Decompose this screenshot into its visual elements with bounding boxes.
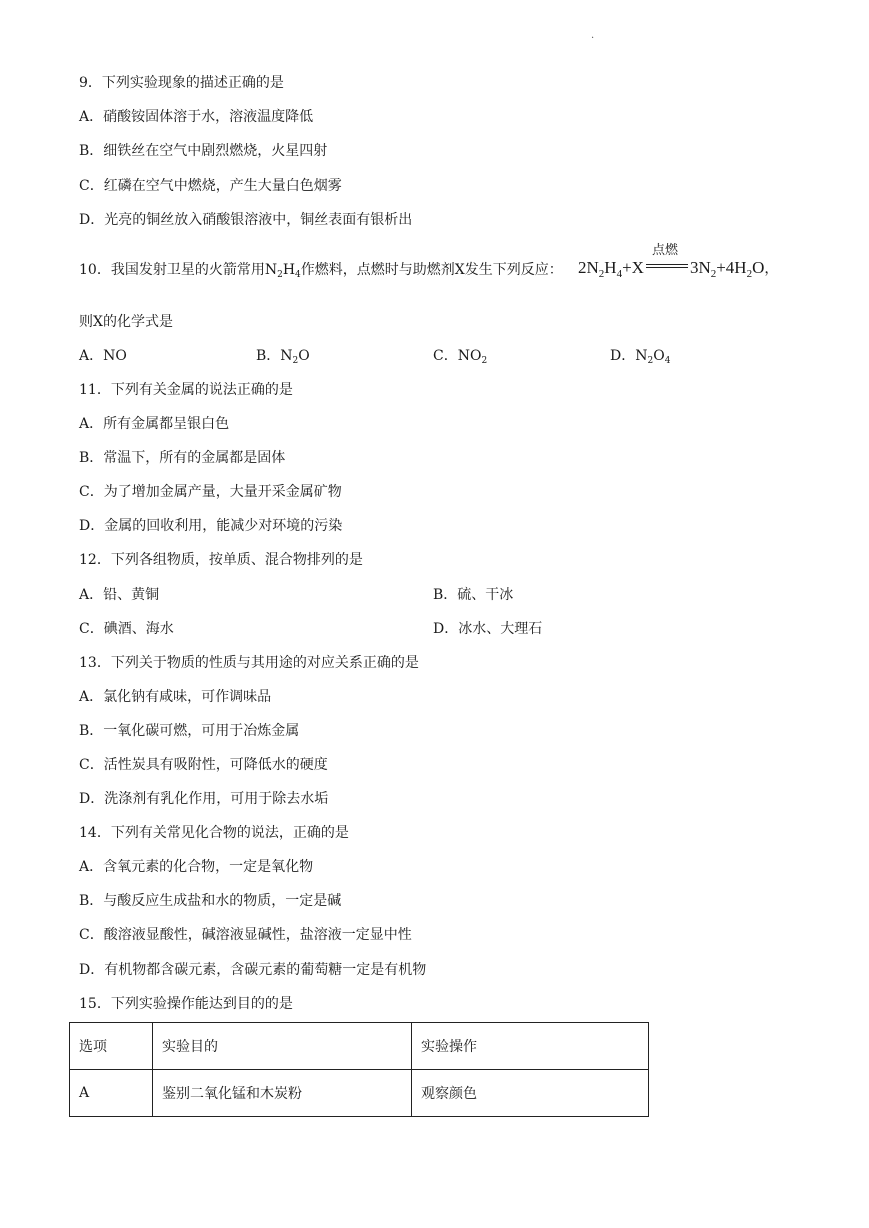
q14-option-d: D．有机物都含碳元素，含碳元素的葡萄糖一定是有机物	[79, 962, 427, 978]
q12-option-b: B．硫、干冰	[433, 587, 514, 603]
q12-option-c: C．碘酒、海水	[79, 621, 174, 637]
q9-option-a: A．硝酸铵固体溶于水，溶液温度降低	[79, 109, 314, 125]
reaction-condition	[644, 243, 690, 279]
q9-option-b: B．细铁丝在空气中剧烈燃烧，火星四射	[79, 143, 328, 159]
q11-stem: 11．下列有关金属的说法正确的是	[79, 382, 293, 398]
q14-stem: 14．下列有关常见化合物的说法，正确的是	[79, 825, 349, 841]
equals-line-bottom	[646, 267, 688, 268]
equals-line-top	[646, 264, 688, 265]
eq-left-sub1: 2	[598, 268, 605, 280]
q11-option-d: D．金属的回收利用，能减少对环境的污染	[79, 518, 343, 534]
table-header-row	[70, 1023, 649, 1070]
q10-option-b	[256, 347, 310, 370]
q14-option-a: A．含氧元素的化合物，一定是氧化物	[79, 859, 314, 875]
q9-option-c: C．红磷在空气中燃烧，产生大量白色烟雾	[79, 178, 342, 194]
eq-tail: ，	[764, 262, 779, 277]
q10-stem	[79, 261, 563, 284]
eq-right-a: 3N	[689, 258, 711, 277]
eq-left-h: H	[604, 258, 617, 277]
q11-option-b: B．常温下，所有的金属都是固体	[79, 450, 286, 466]
table-row	[70, 1070, 649, 1117]
q10-option-d	[610, 347, 670, 370]
q13-option-c: C．活性炭具有吸附性，可降低水的硬度	[79, 757, 328, 773]
q9-stem: 9．下列实验现象的描述正确的是	[79, 75, 284, 91]
opt-d-sub2: 4	[664, 356, 671, 366]
condition-label: 点燃	[651, 243, 678, 259]
opt-b-pre: B．N	[256, 348, 293, 364]
opt-d-sub1: 2	[647, 356, 654, 366]
fuel-h: H	[282, 262, 296, 278]
header-purpose: 实验目的	[153, 1023, 412, 1070]
cell-option: A	[70, 1070, 153, 1117]
q12-option-a: A．铅、黄铜	[79, 587, 160, 603]
header-option: 选项	[70, 1023, 153, 1070]
eq-left-coef: 2N	[578, 258, 599, 277]
q13-option-b: B．一氧化碳可燃，可用于冶炼金属	[79, 723, 300, 739]
header-operation: 实验操作	[412, 1023, 649, 1070]
eq-left-x: +X	[622, 258, 644, 277]
fuel-formula	[265, 262, 301, 278]
opt-c-pre: C．NO	[433, 348, 482, 364]
q10-line2: 则X的化学式是	[79, 314, 173, 330]
header-mark: .	[591, 30, 595, 41]
fuel-h-sub: 4	[295, 270, 301, 280]
cell-purpose: 鉴别二氧化锰和木炭粉	[153, 1070, 412, 1117]
opt-d-mid: O	[653, 348, 665, 364]
q11-option-a: A．所有金属都呈银白色	[79, 416, 230, 432]
q14-option-c: C．酸溶液显酸性，碱溶液显碱性，盐溶液一定显中性	[79, 927, 412, 943]
q9-option-d: D．光亮的铜丝放入硝酸银溶液中，铜丝表面有银析出	[79, 212, 413, 228]
eq-right-sub2: 2	[746, 268, 753, 280]
q10-stem-post: 作燃料，点燃时与助燃剂X发生下列反应：	[300, 262, 563, 278]
q13-option-d: D．洗涤剂有乳化作用，可用于除去水垢	[79, 791, 329, 807]
q11-option-c: C．为了增加金属产量，大量开采金属矿物	[79, 484, 342, 500]
eq-right-sub1: 2	[710, 268, 717, 280]
q12-stem: 12．下列各组物质，按单质、混合物排列的是	[79, 552, 363, 568]
q15-stem: 15．下列实验操作能达到目的的是	[79, 996, 293, 1012]
fuel-n: N	[264, 262, 278, 278]
q13-option-a: A．氯化钠有咸味，可作调味品	[79, 689, 272, 705]
experiment-table	[69, 1022, 649, 1117]
chemical-equation	[578, 243, 779, 280]
opt-c-sub: 2	[481, 356, 488, 366]
eq-left-sub2: 4	[616, 268, 623, 280]
q13-stem: 13．下列关于物质的性质与其用途的对应关系正确的是	[79, 655, 419, 671]
q10-stem-pre: 10．我国发射卫星的火箭常用	[79, 262, 265, 278]
q10-option-c	[433, 347, 487, 370]
eq-right-c: O	[752, 258, 765, 277]
opt-b-post: O	[298, 348, 310, 364]
eq-right-b: +4H	[716, 258, 747, 277]
opt-b-sub: 2	[292, 356, 299, 366]
opt-d-pre: D．N	[610, 348, 648, 364]
q14-option-b: B．与酸反应生成盐和水的物质，一定是碱	[79, 893, 342, 909]
cell-operation: 观察颜色	[412, 1070, 649, 1117]
fuel-n-sub: 2	[277, 270, 283, 280]
q12-option-d: D．冰水、大理石	[433, 621, 543, 637]
q10-option-a: A．NO	[79, 348, 127, 364]
